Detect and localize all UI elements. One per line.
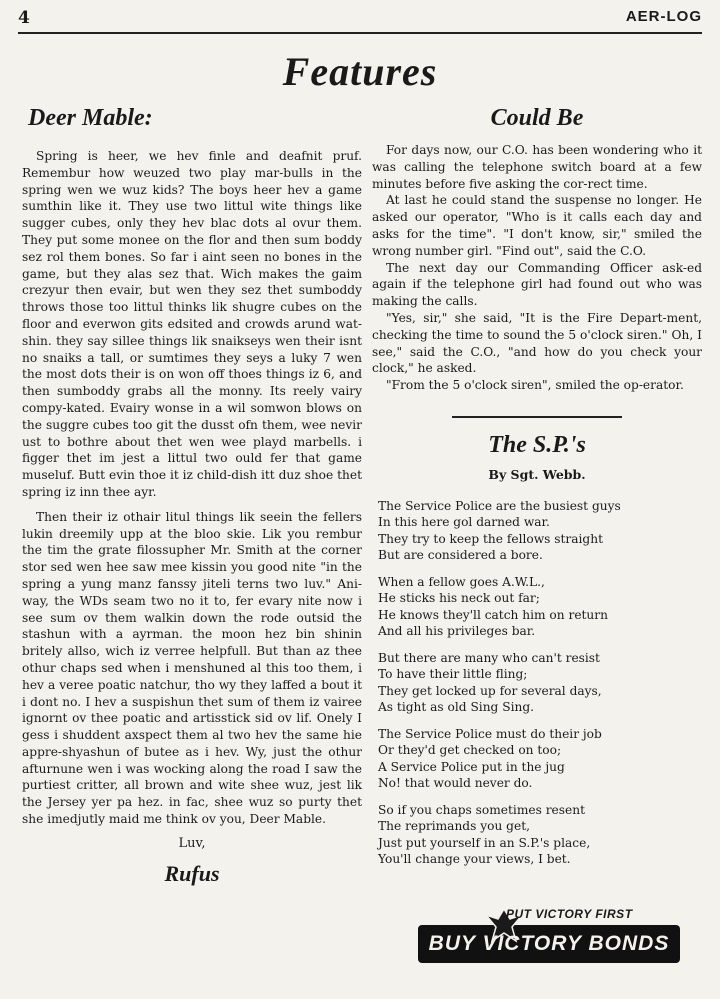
section-divider (452, 416, 622, 418)
poem-line: So if you chaps sometimes resent (378, 802, 585, 817)
poem-line: And all his privileges bar. (378, 624, 536, 639)
header-rule (18, 32, 702, 34)
signoff: Luv, (178, 835, 206, 851)
could-be-paragraph: "From the 5 o'clock siren", smiled the op-erator. (386, 378, 684, 393)
could-be-paragraph: "Yes, sir," she said, "It is the Fire Depart-ment, checking the time to sound the 5 o'clock siren." Oh, I see," said the C.O., "and how do you check your clock," he asked. (372, 310, 702, 376)
poem-line: The Service Police are the busiest guys (378, 498, 621, 513)
poem-line: No! that would never do. (378, 776, 533, 791)
poem-line: As tight as old Sing Sing. (378, 700, 534, 715)
poem-line: You'll change your views, I bet. (378, 852, 571, 867)
poem-stanza (378, 726, 702, 792)
poem-line: But are considered a bore. (378, 548, 543, 563)
page-header (18, 6, 702, 32)
could-be-title: Could Be (490, 105, 584, 131)
poem-line: He sticks his neck out far; (378, 591, 540, 606)
poem-line: They get locked up for several days, (378, 683, 602, 698)
poem-line: But there are many who can't resist (378, 650, 600, 665)
poem-line: Or they'd get checked on too; (378, 743, 562, 758)
poem-line: He knows they'll catch him on return (378, 607, 608, 622)
poem-stanza (378, 802, 702, 868)
poem-line: A Service Police put in the jug (378, 759, 565, 774)
poem-stanza (378, 650, 702, 716)
deer-mable-column (22, 105, 362, 887)
deer-mable-paragraph: Then their iz othair litul things lik seein the fellers lukin dreemily upp at the bloo skie. Lik you rembur the tim the grate filossupher Mr. Smith at the corner stor sed wen hee saw mee kissin you good nite "in the spring a yung manz fanssy jiteli terns two luv." Ani-way, the WDs seam two no it to, fer evary nite now i see sum ov them walkin down the rode outsid the stashun with a ayrman. the moon hez bin shinin britely allso, wich iz verree helpfull. But than az thee othur chaps sed when i menshuned al this too them, i hev a veree poatic natchur, tho wy they laffed a bout it i dont no. I hev a suspishun thet sum of them iz vairee ignornt ov thee poatic and artisstick sid ov lif. Onely I gess i shuddent axspect them al two hev the same hie appre-shyashun of butee as i hev. Wy, just the othur afturnune wen i was wocking along the road I saw the purtiest critter, all brown and wite shee wuz, jest lik the Jersey yer pa hez. in fac, shee wuz so purty thet she imedjutly maid me think ov you, Deer Mable. (22, 509, 362, 827)
deer-mable-paragraph: Spring is heer, we hev finle and deafnit pruf. Remembur how weuzed two play mar-bulls in the spring wen we wuz kids? The boys heer hev a game sumthin like it. They use two littul wite things like sugger cubes, only they hev blac dots al ovur them. They put some monee on the flor and then sum boddy sez rol them bones. So far i aint seen no bones in the game, but they alas sez that. Wich makes the gaim crezyur then evair, but wen they sez thet sumboddy throws those too littul thinks lik shugre cubes on the floor and everwon gits edsited and crowds arund wat-shin. they say sillee things lik snaikseys wen their isnt no snaiks a tall, or sumtimes they seys a luky 7 wen the most dots their is on won off thoes things iz 6, and then sumboddy grabs all the monny. Its reely vairy compy-kated. Evairy wonse in a wil somwon blows on the suggre cubes too git the dusst ofn them, wee nevir ust to bothre about thet wen wee playd marbells. i figger thet im jest a littul two ould fer that game museluf. Butt evin thoe it iz child-dish itt duz shoe thet spring iz inn thee ayr. (22, 149, 362, 499)
poem-line: Just put yourself in an S.P.'s place, (378, 835, 591, 850)
victory-bonds-banner (418, 905, 680, 983)
poem-stanza (378, 498, 702, 564)
poem-line: To have their little fling; (378, 667, 528, 682)
poem-line: The Service Police must do their job (378, 726, 602, 741)
could-be-paragraph: The next day our Commanding Officer ask-ed again if the telephone girl had found out who was making the calls. (372, 260, 702, 309)
sps-byline: By Sgt. Webb. (488, 466, 586, 482)
banner-top-text: PUT VICTORY FIRST (506, 907, 633, 921)
poem-line: In this here gol darned war. (378, 515, 550, 530)
section-title: Features (282, 49, 438, 94)
poem-line: The reprimands you get, (378, 819, 530, 834)
signature: Rufus (164, 860, 220, 886)
publication-name: AER-LOG (625, 8, 702, 25)
sps-title: The S.P.'s (488, 431, 586, 458)
poem-line: They try to keep the fellows straight (378, 531, 603, 546)
poem-line: When a fellow goes A.W.L., (378, 574, 545, 589)
poem-stanza (378, 574, 702, 640)
right-column (372, 105, 702, 878)
could-be-paragraph: At last he could stand the suspense no longer. He asked our operator, "Who is it calls each day and asks for the time". "I don't know, sir," smiled the wrong number girl. "Find out", said the C.O. (372, 193, 702, 258)
page-number: 4 (18, 8, 30, 28)
deer-mable-title: Deer Mable: (28, 105, 153, 131)
could-be-paragraph: For days now, our C.O. has been wondering who it was calling the telephone switch board at a few minutes before five asking the cor-rect time. (372, 143, 702, 191)
banner-main-text: BUY VICTORY BONDS (428, 932, 670, 955)
